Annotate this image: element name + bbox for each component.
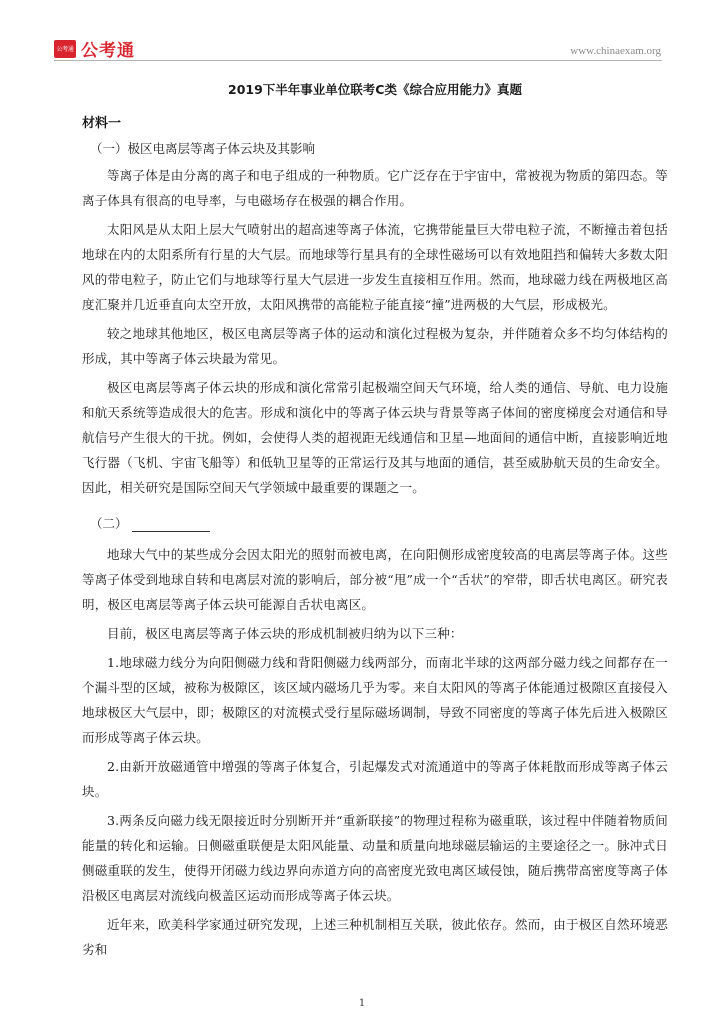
- page-number: 1: [358, 998, 366, 1009]
- logo-mark-icon: 公考通: [54, 40, 76, 58]
- brand-logo[interactable]: [54, 36, 135, 61]
- document-body: [82, 80, 668, 966]
- logo-text: 公考通: [81, 41, 135, 61]
- paragraph: 1.地球磁力线分为向阳侧磁力线和背阳侧磁力线两部分，而南北半球的这两部分磁力线之间都存在一个漏斗型的区域，被称为极隙区，该区域内磁场几乎为零。来自太阳风的等离子体能通过极隙区直接侵入地球极区大气层中，即；极隙区的对流模式受行星际磁场调制，导致不同密度的等离子体先后进入极隙区而形成等离子体云块。: [82, 655, 668, 745]
- paragraph: 2.由新开放磁通管中增强的等离子体复合，引起爆发式对流通道中的等离子体耗散而形成等离子体云块。: [82, 759, 668, 799]
- fill-in-blank: [132, 519, 210, 532]
- paragraph: 较之地球其他地区，极区电离层等离子体的运动和演化过程极为复杂，并伴随着众多不均匀体结构的形成，其中等离子体云块最为常见。: [82, 326, 668, 366]
- header-divider: [54, 60, 662, 61]
- document-title: 2019下半年事业单位联考C类《综合应用能力》真题: [228, 82, 522, 97]
- site-url[interactable]: www.chinaexam.org: [570, 45, 661, 57]
- paragraph: 等离子体是由分离的离子和电子组成的一种物质。它广泛存在于宇宙中，常被视为物质的第四态。等离子体具有很高的电导率，与电磁场存在极强的耦合作用。: [82, 168, 668, 208]
- paragraph: 极区电离层等离子体云块的形成和演化常常引起极端空间天气环境，给人类的通信、导航、电力设施和航天系统等造成很大的危害。形成和演化中的等离子体云块与背景等离子体间的密度梯度会对通信和导航信号产生很大的干扰。例如，会使得人类的超视距无线通信和卫星—地面间的通信中断，直接影响近地飞行器（飞机、宇宙飞船等）和低轨卫星等的正常运行及其与地面的通信，甚至威胁航天员的生命安全。因此，相关研究是国际空间天气学领域中最重要的课题之一。: [82, 380, 668, 495]
- paragraph: 地球大气中的某些成分会因太阳光的照射而被电离，在向阳侧形成密度较高的电离层等离子体。这些等离子体受到地球自转和电离层对流的影响后，部分被“甩”成一个“舌状”的窄带，即舌状电离区。研究表明，极区电离层等离子体云块可能源自舌状电离区。: [82, 547, 668, 612]
- subheading-2-label: （二）: [90, 516, 128, 531]
- subheading-2: [90, 514, 668, 532]
- paragraph: 目前，极区电离层等离子体云块的形成机制被归纳为以下三种：: [107, 626, 463, 641]
- paragraph: 近年来，欧美科学家通过研究发现，上述三种机制相互关联，彼此依存。然而，由于极区自然环境恶劣和: [82, 917, 668, 957]
- paragraph: 太阳风是从太阳上层大气喷射出的超高速等离子体流，它携带能量巨大带电粒子流，不断撞击着包括地球在内的太阳系所有行星的大气层。而地球等行星具有的全球性磁场可以有效地阻挡和偏转大多数太阳风的带电粒子，防止它们与地球等行星大气层进一步发生直接相互作用。然而，地球磁力线在两极地区高度汇聚并几近垂直向太空开放，太阳风携带的高能粒子能直接“撞”进两极的大气层，形成极光。: [82, 222, 668, 312]
- paragraph: 3.两条反向磁力线无限接近时分别断开并“重新联接”的物理过程称为磁重联，该过程中伴随着物质间能量的转化和运输。日侧磁重联便是太阳风能量、动量和质量向地球磁层输运的主要途径之一。脉冲式日侧磁重联的发生，使得开闭磁力线边界向赤道方向的高密度光致电离区域侵蚀，随后携带高密度等离子体沿极区电离层对流线向极盖区运动而形成等离子体云块。: [82, 813, 668, 903]
- section-heading: 材料一: [82, 116, 122, 131]
- subheading-1: （一）极区电离层等离子体云块及其影响: [90, 141, 316, 156]
- page-header: [0, 0, 724, 62]
